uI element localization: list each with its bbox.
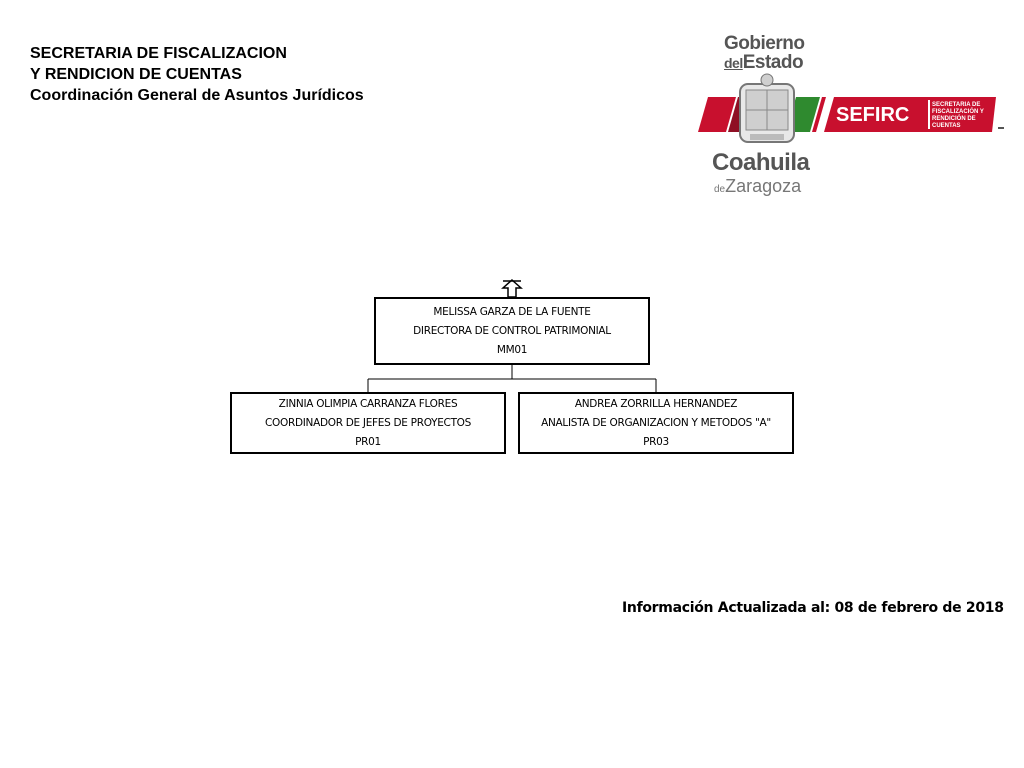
header-line-3: Coordinación General de Asuntos Jurídicos <box>30 87 364 104</box>
coordinator-title: COORDINADOR DE JEFES DE PROYECTOS <box>264 416 472 429</box>
director-code: MM01 <box>496 343 528 356</box>
coordinator-name: ZINNIA OLIMPIA CARRANZA FLORES <box>278 397 458 410</box>
last-updated-text: Información Actualizada al: 08 de febrero de 2018 <box>622 600 1004 616</box>
analyst-code: PR03 <box>643 435 669 448</box>
logo-zaragoza-text: deZaragoza <box>714 176 802 196</box>
coordinator-code: PR01 <box>355 435 381 448</box>
logo-sefirc-subtitle: SECRETARIA DE FISCALIZACIÓN Y RENDICIÓN DE CUENTAS <box>932 102 984 129</box>
director-name: MELISSA GARZA DE LA FUENTE <box>433 305 591 318</box>
logo-gobierno-text: Gobierno delEstado <box>724 33 805 73</box>
analyst-name: ANDREA ZORRILLA HERNANDEZ <box>574 397 738 410</box>
org-box-analyst <box>518 392 794 454</box>
up-arrow-icon <box>503 280 521 297</box>
analyst-title: ANALISTA DE ORGANIZACION Y METODOS "A" <box>541 416 771 429</box>
header-line-2: Y RENDICION DE CUENTAS <box>30 66 242 83</box>
logo-coahuila-text: Coahuila <box>712 149 810 176</box>
org-box-director <box>374 297 650 365</box>
logo-sefirc-text: SEFIRC <box>836 104 910 126</box>
org-box-coordinator <box>230 392 506 454</box>
director-title: DIRECTORA DE CONTROL PATRIMONIAL <box>413 324 611 337</box>
header-line-1: SECRETARIA DE FISCALIZACION <box>30 45 287 62</box>
